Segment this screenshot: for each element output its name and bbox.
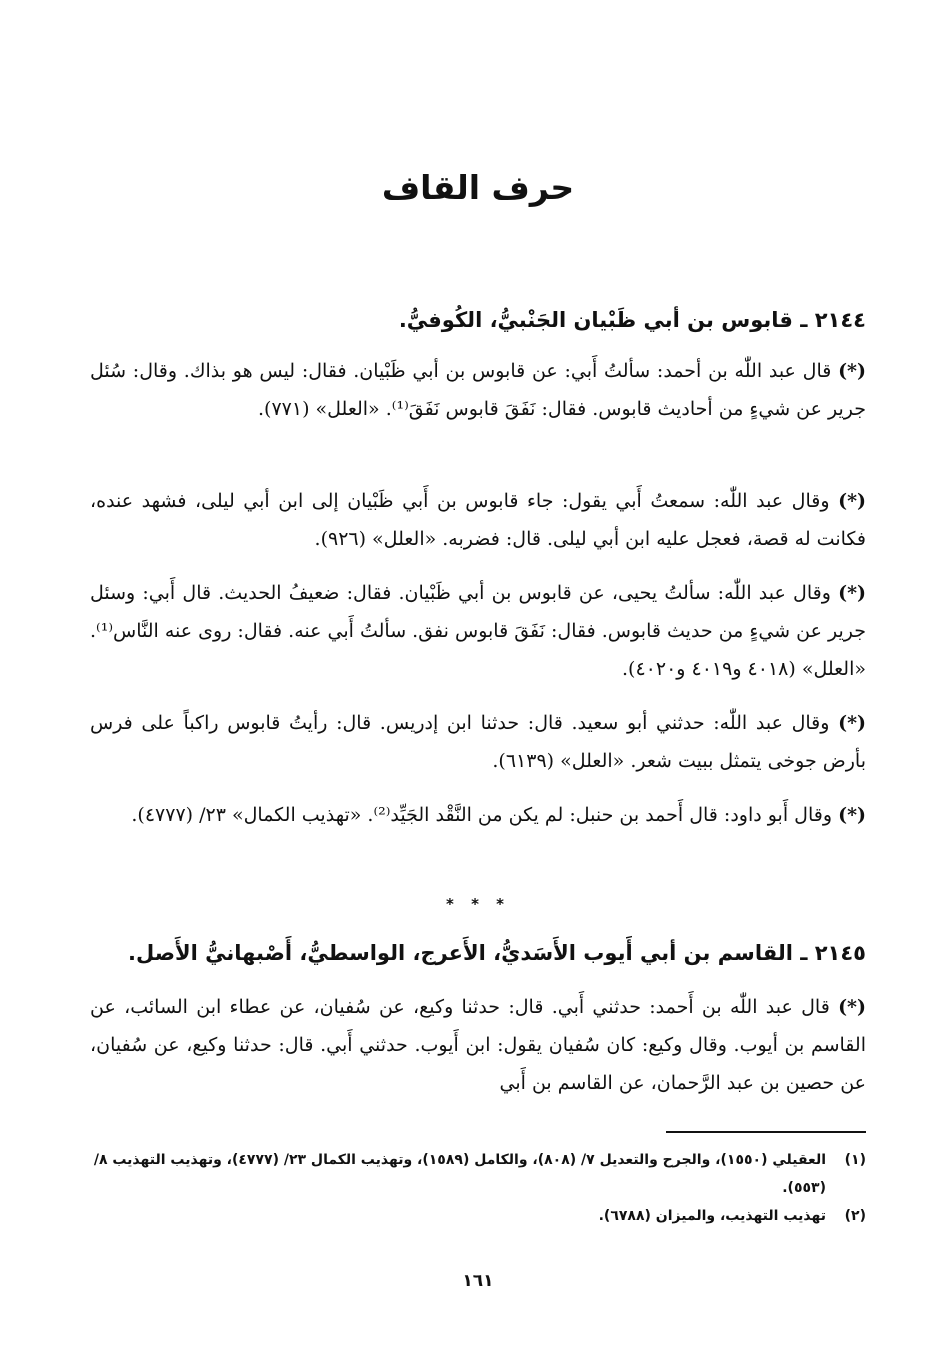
paragraph-text: وقال عبد اللّٰه: سألتُ يحيى، عن قابوس بن أبي ظَبْيان. فقال: ضعيفُ الحديث. قال أَبي: وسئل جرير عن شيءٍ من حديث قابوس. فقال: نَفَقَ قابوس نفق. سألتُ أَبي عنه. فقال: روى عنه النَّاس⁽¹⁾. «العلل» (٤٠١٨ و٤٠١٩ و٤٠٢٠). bbox=[90, 582, 866, 680]
entry-heading-2145: ٢١٤٥ ـ القاسم بن أبي أَيوب الأَسَديُّ، الأَعرج، الواسطيُّ، أَصْبهانيُّ الأَصل. bbox=[127, 941, 866, 965]
paragraph-text: قال عبد اللّٰه بن أحمد: سألتُ أَبي: عن قابوس بن أبي ظَبْيان. فقال: ليس هو بذاك. وقال: سُئل جرير عن شيءٍ من أحاديث قابوس. فقال: نَفَقَ قابوس نَفَقَ⁽¹⁾. «العلل» (٧٧١). bbox=[90, 360, 866, 420]
footnotes bbox=[90, 1146, 866, 1230]
entry-paragraph bbox=[90, 988, 866, 1102]
entry-paragraph bbox=[90, 796, 866, 834]
section-separator: * * * bbox=[446, 895, 510, 913]
footnote-2 bbox=[90, 1202, 866, 1230]
footnote-1 bbox=[90, 1146, 866, 1202]
entry-paragraph bbox=[90, 704, 866, 780]
paragraph-text: قال عبد اللّٰه بن أَحمد: حدثني أَبي. قال: حدثنا وكيع، عن سُفيان، عن عطاء ابن السائب، عن القاسم بن أيوب. وقال وكيع: كان سُفيان يقول: ابن أَيوب. حدثني أَبي. قال: حدثنا وكيع، عن سُفيان، عن حصين بن عبد الرَّحمان، عن القاسم بن أَبي bbox=[90, 996, 866, 1094]
paragraph-marker: (*) bbox=[838, 490, 866, 512]
footnote-divider bbox=[666, 1131, 866, 1133]
paragraph-text: وقال عبد اللّٰه: سمعتُ أَبي يقول: جاء قابوس بن أَبي ظَبْيان إلى ابن أبي ليلى، فشهد عنده، فكانت له قصة، فعجل عليه ابن أبي ليلى. قال: فضربه. «العلل» (٩٢٦). bbox=[90, 490, 866, 550]
entry-paragraph bbox=[90, 482, 866, 558]
paragraph-marker: (*) bbox=[838, 712, 866, 734]
paragraph-marker: (*) bbox=[838, 996, 866, 1018]
footnote-number: (١) bbox=[844, 1152, 866, 1168]
paragraph-text: وقال عبد اللّٰه: حدثني أبو سعيد. قال: حدثنا ابن إدريس. قال: رأيتُ قابوس راكباً على فرس بأرض جوخى يتمثل ببيت شعر. «العلل» (٦١٣٩). bbox=[90, 712, 866, 772]
footnote-number: (٢) bbox=[844, 1208, 866, 1224]
page bbox=[90, 0, 866, 1361]
paragraph-marker: (*) bbox=[838, 804, 866, 826]
paragraph-marker: (*) bbox=[838, 582, 866, 604]
entry-heading-2144: ٢١٤٤ ـ قابوس بن أبي ظَبْيان الجَنْبيُّ، الكُوفيُّ. bbox=[398, 308, 866, 332]
entry-paragraph bbox=[90, 352, 866, 428]
paragraph-marker: (*) bbox=[838, 360, 866, 382]
page-number: ١٦١ bbox=[462, 1271, 494, 1291]
entry-paragraph bbox=[90, 574, 866, 688]
paragraph-text: وقال أَبو داود: قال أَحمد بن حنبل: لم يكن من النَّقْد الجَيِّد⁽²⁾. «تهذيب الكمال» ٢٣/ (٤٧٧٧). bbox=[131, 804, 833, 826]
chapter-title: حرف القاف bbox=[381, 168, 575, 207]
footnote-text: تهذيب التهذيب، والميزان (٦٧٨٨). bbox=[598, 1208, 826, 1224]
footnote-text: العقيلي (١٥٥٠)، والجرح والتعديل ٧/ (٨٠٨)، والكامل (١٥٨٩)، وتهذيب الكمال ٢٣/ (٤٧٧٧)، وتهذيب التهذيب ٨/ (٥٥٣). bbox=[93, 1152, 826, 1196]
